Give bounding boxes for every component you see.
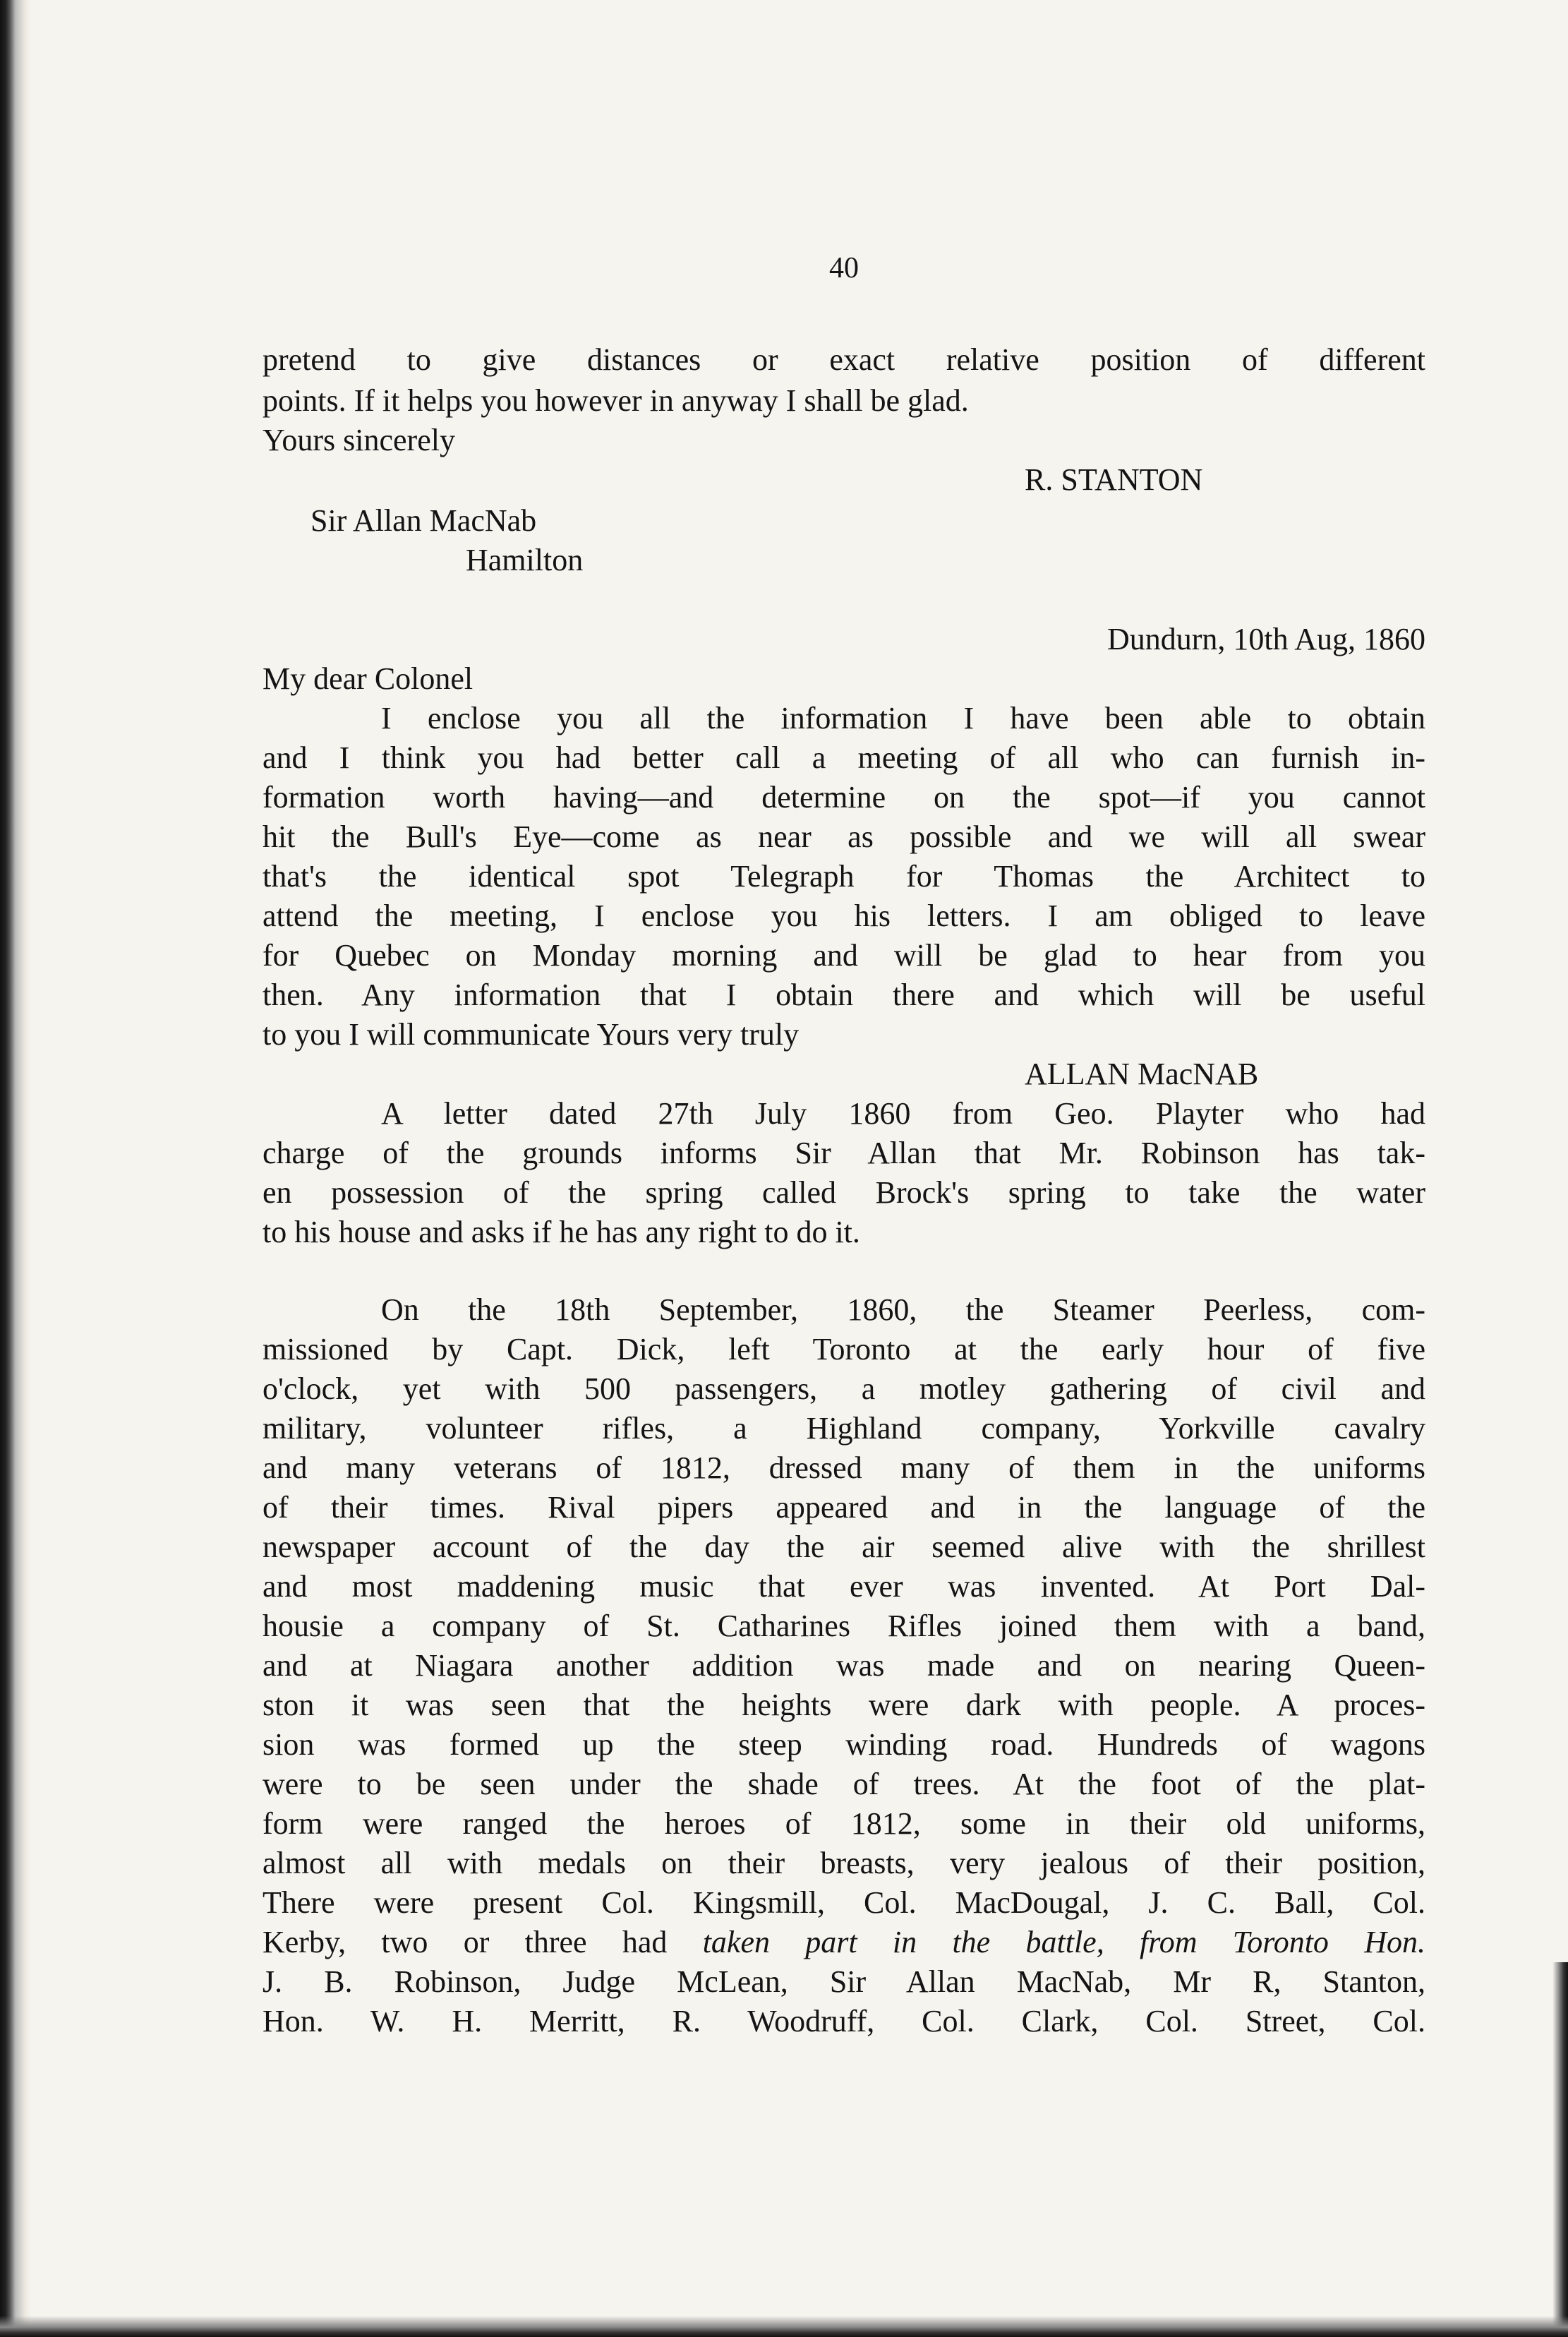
para4-line-4: military, volunteer rifles, a Highland company, Yorkville cavalry bbox=[263, 1411, 1425, 1446]
letter2-line-5: that's the identical spot Telegraph for Thomas the Architect to bbox=[263, 859, 1425, 894]
para4-line-18: J. B. Robinson, Judge McLean, Sir Allan MacNab, Mr R, Stanton, bbox=[263, 1964, 1425, 1999]
para4-line-8: and most maddening music that ever was invented. At Port Dal- bbox=[263, 1569, 1425, 1604]
para4-line-16: There were present Col. Kingsmill, Col. MacDougal, J. C. Ball, Col. bbox=[263, 1885, 1425, 1920]
para4-line-17 bbox=[263, 1927, 1425, 1958]
para3-line-4: to his house and asks if he has any right to do it. bbox=[263, 1215, 860, 1249]
para3-line-1: A letter dated 27th July 1860 from Geo. Playter who had bbox=[381, 1096, 1425, 1131]
address-name: Sir Allan MacNab bbox=[310, 503, 537, 538]
dateline: Dundurn, 10th Aug, 1860 bbox=[1107, 622, 1425, 656]
para4-line-9: housie a company of St. Catharines Rifles joined them with a band, bbox=[263, 1609, 1425, 1643]
letter2-line-9: to you I will communicate Yours very truly bbox=[263, 1017, 800, 1052]
para4-line-17-italic: taken part in the battle, from Toronto Hon. bbox=[702, 1925, 1425, 1959]
letter2-line-1: I enclose you all the information I have been able to obtain bbox=[381, 701, 1425, 735]
para4-line-19: Hon. W. H. Merritt, R. Woodruff, Col. Clark, Col. Street, Col. bbox=[263, 2004, 1425, 2038]
para4-line-14: form were ranged the heroes of 1812, some in their old uniforms, bbox=[263, 1806, 1425, 1841]
para3-line-3: en possession of the spring called Brock's spring to take the water bbox=[263, 1175, 1425, 1210]
para4-line-1: On the 18th September, 1860, the Steamer Peerless, com- bbox=[381, 1292, 1425, 1327]
para1-line-1: pretend to give distances or exact relative position of different bbox=[263, 342, 1425, 377]
scan-right-edge bbox=[1552, 1962, 1568, 2337]
signature-r-stanton: R. STANTON bbox=[1025, 462, 1203, 497]
scan-bottom-edge bbox=[0, 2316, 1568, 2337]
letter2-line-6: attend the meeting, I enclose you his letters. I am obliged to leave bbox=[263, 899, 1425, 933]
page-number: 40 bbox=[829, 252, 859, 284]
para1-line-2: points. If it helps you however in anyway I shall be glad. bbox=[263, 383, 969, 418]
scan-left-edge bbox=[0, 0, 31, 2337]
letter2-line-4: hit the Bull's Eye—come as near as possible and we will all swear bbox=[263, 819, 1425, 854]
para3-line-2: charge of the grounds informs Sir Allan that Mr. Robinson has tak- bbox=[263, 1136, 1425, 1170]
letter2-line-7: for Quebec on Monday morning and will be glad to hear from you bbox=[263, 938, 1425, 973]
para4-line-7: newspaper account of the day the air seemed alive with the shrillest bbox=[263, 1530, 1425, 1564]
salutation: My dear Colonel bbox=[263, 661, 474, 696]
signature-allan-macnab: ALLAN MacNAB bbox=[1025, 1057, 1259, 1091]
para4-line-2: missioned by Capt. Dick, left Toronto at the early hour of five bbox=[263, 1332, 1425, 1366]
address-city: Hamilton bbox=[466, 543, 584, 577]
para4-line-12: sion was formed up the steep winding road. Hundreds of wagons bbox=[263, 1727, 1425, 1762]
para4-line-17-roman: Kerby, two or three had bbox=[263, 1925, 703, 1959]
letter2-line-2: and I think you had better call a meeting of all who can furnish in- bbox=[263, 740, 1425, 775]
para4-line-5: and many veterans of 1812, dressed many of them in the uniforms bbox=[263, 1450, 1425, 1485]
para4-line-11: ston it was seen that the heights were dark with people. A proces- bbox=[263, 1688, 1425, 1722]
para4-line-15: almost all with medals on their breasts, very jealous of their position, bbox=[263, 1846, 1425, 1880]
para4-line-10: and at Niagara another addition was made and on nearing Queen- bbox=[263, 1648, 1425, 1683]
para4-line-3: o'clock, yet with 500 passengers, a motley gathering of civil and bbox=[263, 1371, 1425, 1406]
letter2-line-3: formation worth having—and determine on the spot—if you cannot bbox=[263, 780, 1425, 815]
closing-yours-sincerely: Yours sincerely bbox=[263, 423, 455, 457]
letter2-line-8: then. Any information that I obtain there and which will be useful bbox=[263, 978, 1425, 1012]
para4-line-6: of their times. Rival pipers appeared and in the language of the bbox=[263, 1490, 1425, 1525]
para4-line-13: were to be seen under the shade of trees. At the foot of the plat- bbox=[263, 1767, 1425, 1801]
